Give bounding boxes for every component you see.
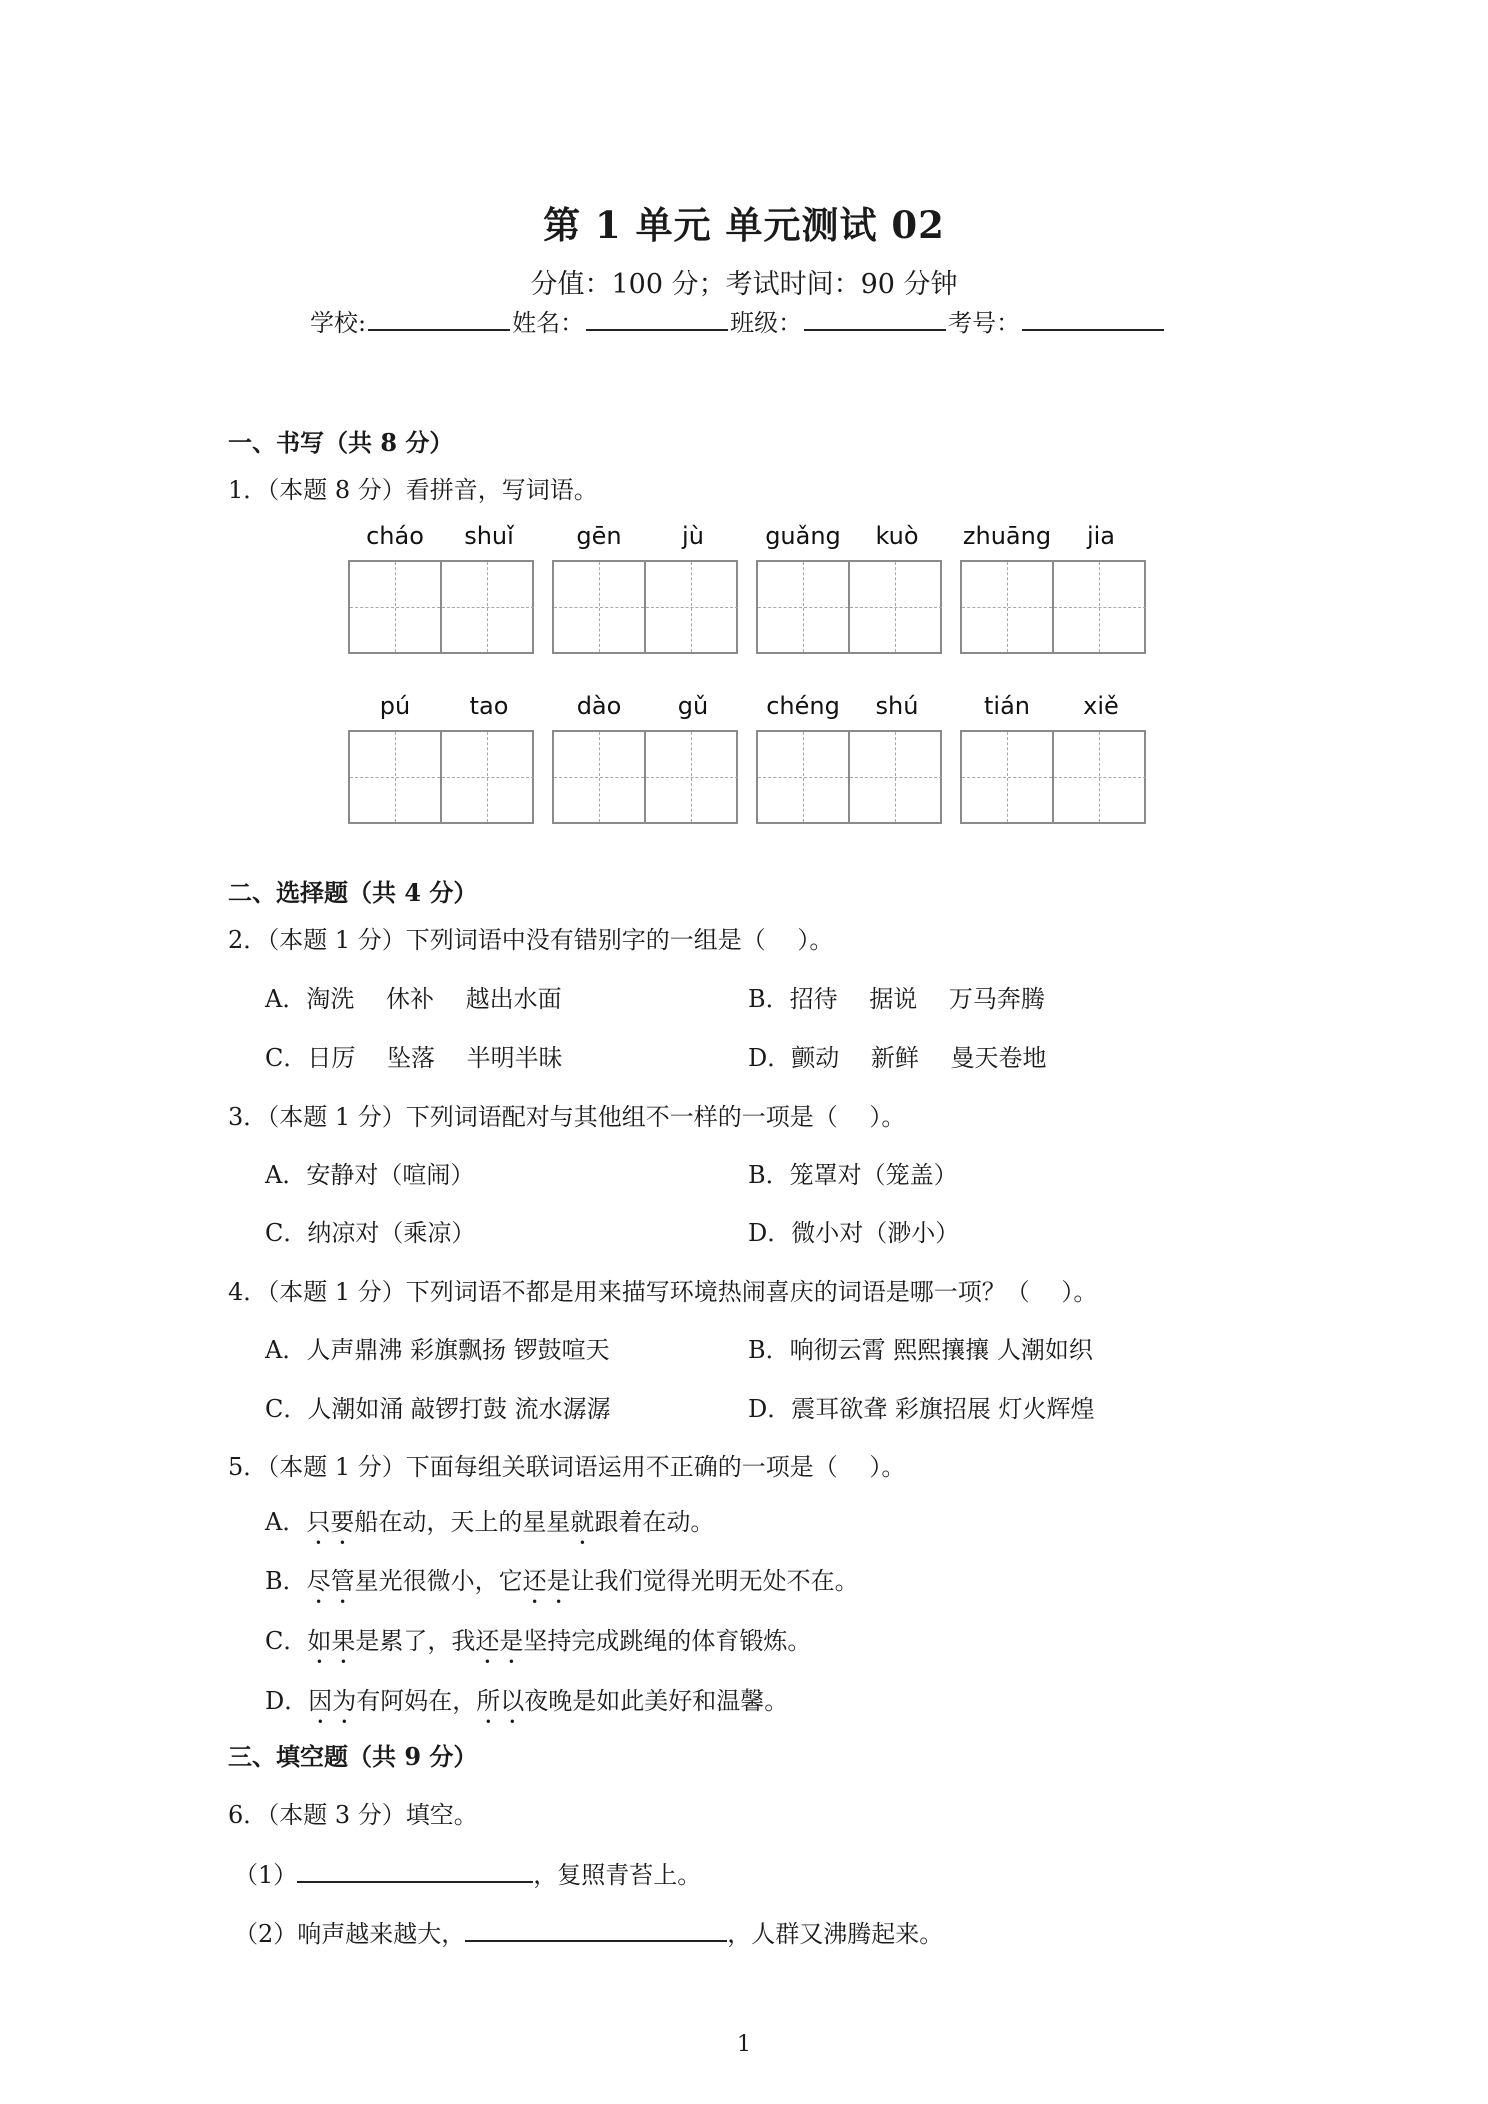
- q5-option-b[interactable]: [265, 1561, 859, 1609]
- page-title: 第 1 单元 单元测试 02: [543, 203, 945, 247]
- pinyin-label: jù: [682, 522, 704, 550]
- pinyin-label: gēn: [576, 522, 622, 550]
- writing-grid[interactable]: [960, 560, 1146, 654]
- pinyin-label: zhuāng: [962, 522, 1052, 550]
- option-text: 星光很微小，它: [354, 1567, 523, 1595]
- q2-option-c[interactable]: C．日厉 坠落 半明半昧: [265, 1044, 563, 1072]
- q2-option-d[interactable]: D．颤动 新鲜 曼天卷地: [748, 1044, 1047, 1072]
- question-2: 2．（本题 1 分）下列词语中没有错别字的一组是（ ）。: [228, 926, 834, 954]
- exam-number-label: 考号：: [948, 309, 1021, 337]
- emphasized-word: 所以: [476, 1687, 525, 1715]
- exam-number-blank[interactable]: [1022, 307, 1164, 331]
- question-1: 1．（本题 8 分）看拼音，写词语。: [228, 476, 598, 504]
- school-label: 学校:: [310, 309, 367, 337]
- class-blank[interactable]: [804, 307, 946, 331]
- question-4: 4．（本题 1 分）下列词语不都是用来描写环境热闹喜庆的词语是哪一项？（ ）。: [228, 1278, 1098, 1306]
- emphasized-word: 就: [570, 1508, 595, 1536]
- writing-grid[interactable]: [756, 730, 942, 824]
- q3-option-a[interactable]: A．安静对（喧闹）: [265, 1161, 475, 1189]
- writing-grid[interactable]: [348, 560, 534, 654]
- exam-info: 分值：100 分；考试时间：90 分钟: [530, 269, 958, 300]
- name-blank[interactable]: [586, 307, 728, 331]
- question-6: 6．（本题 3 分）填空。: [228, 1801, 478, 1829]
- option-text: 坚持完成跳绳的体育锻炼。: [523, 1627, 812, 1655]
- question-5: 5．（本题 1 分）下面每组关联词语运用不正确的一项是（ ）。: [228, 1453, 906, 1481]
- writing-grid[interactable]: [552, 730, 738, 824]
- emphasized-word: 如果: [307, 1627, 356, 1655]
- fill-item-2: [234, 1914, 943, 1949]
- option-text: 夜晚是如此美好和温馨。: [524, 1687, 789, 1715]
- writing-grid[interactable]: [960, 730, 1146, 824]
- q2-option-a[interactable]: A．淘洗 休补 越出水面: [265, 985, 562, 1013]
- page-number: 1: [737, 2032, 751, 2057]
- q5-option-c[interactable]: [265, 1621, 811, 1669]
- emphasized-word: 还是: [475, 1627, 524, 1655]
- pinyin-label: shú: [875, 692, 919, 720]
- pinyin-label: tao: [469, 692, 509, 720]
- writing-grid[interactable]: [552, 560, 738, 654]
- option-letter: C．: [265, 1627, 308, 1655]
- answer-blank[interactable]: [465, 1918, 727, 1942]
- section-heading-choice: 二、选择题（共 4 分）: [228, 878, 478, 907]
- answer-blank[interactable]: [297, 1859, 533, 1883]
- q3-option-b[interactable]: B．笼罩对（笼盖）: [748, 1161, 958, 1189]
- fill-item-1: [234, 1855, 701, 1890]
- writing-grid[interactable]: [756, 560, 942, 654]
- option-text: 是累了，我: [355, 1627, 476, 1655]
- item-text: ，人群又沸腾起来。: [727, 1920, 944, 1948]
- pinyin-label: kuò: [875, 522, 919, 550]
- item-text: ，复照青苔上。: [533, 1861, 702, 1889]
- student-info-line: [310, 303, 1166, 338]
- emphasized-word: 只要: [306, 1508, 355, 1536]
- pinyin-label: xiě: [1083, 692, 1119, 720]
- q4-option-c[interactable]: C．人潮如涌 敲锣打鼓 流水潺潺: [265, 1395, 611, 1423]
- writing-grid[interactable]: [348, 730, 534, 824]
- section-heading-writing: 一、书写（共 8 分）: [228, 428, 454, 457]
- option-letter: B．: [265, 1567, 307, 1595]
- q2-option-b[interactable]: B．招待 据说 万马奔腾: [748, 985, 1045, 1013]
- pinyin-label: guǎng: [765, 522, 841, 550]
- pinyin-label: chéng: [766, 692, 840, 720]
- question-3: 3．（本题 1 分）下列词语配对与其他组不一样的一项是（ ）。: [228, 1103, 906, 1131]
- option-text: 有阿妈在，: [356, 1687, 477, 1715]
- q5-option-d[interactable]: [265, 1681, 788, 1729]
- option-letter: A．: [265, 1508, 307, 1536]
- pinyin-label: tián: [984, 692, 1030, 720]
- option-text: 跟着在动。: [594, 1508, 715, 1536]
- pinyin-label: pú: [379, 692, 411, 720]
- item-number: （1）: [234, 1861, 298, 1889]
- q3-option-d[interactable]: D．微小对（渺小）: [748, 1219, 960, 1247]
- q4-option-d[interactable]: D．震耳欲聋 彩旗招展 灯火辉煌: [748, 1395, 1095, 1423]
- class-label: 班级：: [730, 309, 803, 337]
- option-text: 让我们觉得光明无处不在。: [570, 1567, 859, 1595]
- pinyin-label: shuǐ: [464, 522, 514, 550]
- q3-option-c[interactable]: C．纳凉对（乘凉）: [265, 1219, 476, 1247]
- q4-option-a[interactable]: A．人声鼎沸 彩旗飘扬 锣鼓喧天: [265, 1336, 610, 1364]
- school-blank[interactable]: [368, 307, 510, 331]
- q5-option-a[interactable]: [265, 1502, 714, 1550]
- pinyin-label: cháo: [366, 522, 424, 550]
- emphasized-word: 尽管: [306, 1567, 355, 1595]
- q4-option-b[interactable]: B．响彻云霄 熙熙攘攘 人潮如织: [748, 1336, 1093, 1364]
- item-text: （2）响声越来越大，: [234, 1920, 466, 1948]
- section-heading-fill: 三、填空题（共 9 分）: [228, 1742, 478, 1771]
- option-text: 船在动，天上的星星: [354, 1508, 571, 1536]
- option-letter: D．: [265, 1687, 309, 1715]
- name-label: 姓名：: [512, 309, 585, 337]
- emphasized-word: 还是: [522, 1567, 571, 1595]
- emphasized-word: 因为: [308, 1687, 357, 1715]
- pinyin-label: gǔ: [677, 692, 709, 720]
- pinyin-label: dào: [576, 692, 622, 720]
- pinyin-label: jia: [1086, 522, 1116, 550]
